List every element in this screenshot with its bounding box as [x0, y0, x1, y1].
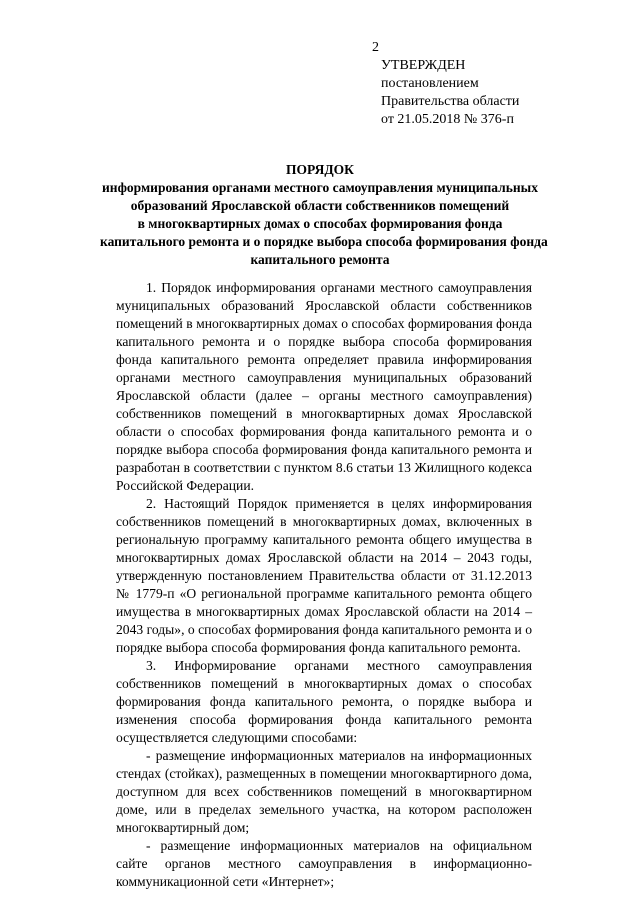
approval-line: Правительства области [381, 94, 520, 109]
document-title [100, 161, 548, 269]
title-heading: ПОРЯДОК [286, 162, 354, 177]
bullet-item: - размещение информационных материалов на официальном сайте органов местного самоуправления в информационно-коммуникационной сети «Интернет»; [116, 838, 532, 889]
title-line: образований Ярославской области собственников помещений [130, 198, 510, 213]
paragraph-3: 3. Информирование органами местного самоуправления собственников помещений в многоквартирных домах о способах формирования фонда капитального ремонта, о порядке выбора и изменения способа формирования фонда капитального ремонта осуществляется следующими способами: [116, 658, 532, 745]
title-line: капитального ремонта и о порядке выбора способа формирования фонда [100, 234, 548, 249]
bullet-item: - размещение информационных материалов на информационных стендах (стойках), размещенных в помещении многоквартирного дома, доступном для всех собственников помещений в многоквартирном доме, или в пределах земельного участка, на котором расположен многоквартирный дом; [116, 748, 532, 835]
paragraph-2: 2. Настоящий Порядок применяется в целях информирования собственников помещений в многоквартирных домах, включенных в региональную программу капитального ремонта общего имущества в многоквартирных домах Ярославской области на 2014 – 2043 годы, утвержденную постановлением Правительства области от 31.12.2013 № 1779-п «О региональной программе капитального ремонта общего имущества в многоквартирных домах Ярославской области на 2014 – 2043 годы», о способах формирования фонда капитального ремонта и о порядке выбора способа формирования фонда капитального ремонта. [116, 496, 532, 655]
title-line: информирования органами местного самоуправления муниципальных [102, 180, 538, 195]
page-number: 2 [372, 40, 379, 55]
approval-line: УТВЕРЖДЕН [381, 58, 466, 73]
title-line: капитального ремонта [250, 252, 390, 267]
approval-stamp [381, 57, 519, 129]
title-line: в многоквартирных домах о способах формирования фонда [137, 216, 503, 231]
approval-line: от 21.05.2018 № 376-п [381, 112, 514, 127]
approval-line: постановлением [381, 76, 479, 91]
document-body [116, 279, 532, 891]
paragraph-1: 1. Порядок информирования органами местного самоуправления муниципальных образований Ярославской области собственников помещений в многоквартирных домах о способах формирования фонда капитального ремонта и о порядке выбора способа формирования фонда капитального ремонта определяет правила информирования органами местного самоуправления муниципальных образований Ярославской области (далее – органы местного самоуправления) собственников помещений в многоквартирных домах Ярославской области о способах формирования фонда капитального ремонта и о порядке выбора способа формирования фонда капитального ремонта и разработан в соответствии с пунктом 8.6 статьи 13 Жилищного кодекса Российской Федерации. [116, 280, 532, 493]
